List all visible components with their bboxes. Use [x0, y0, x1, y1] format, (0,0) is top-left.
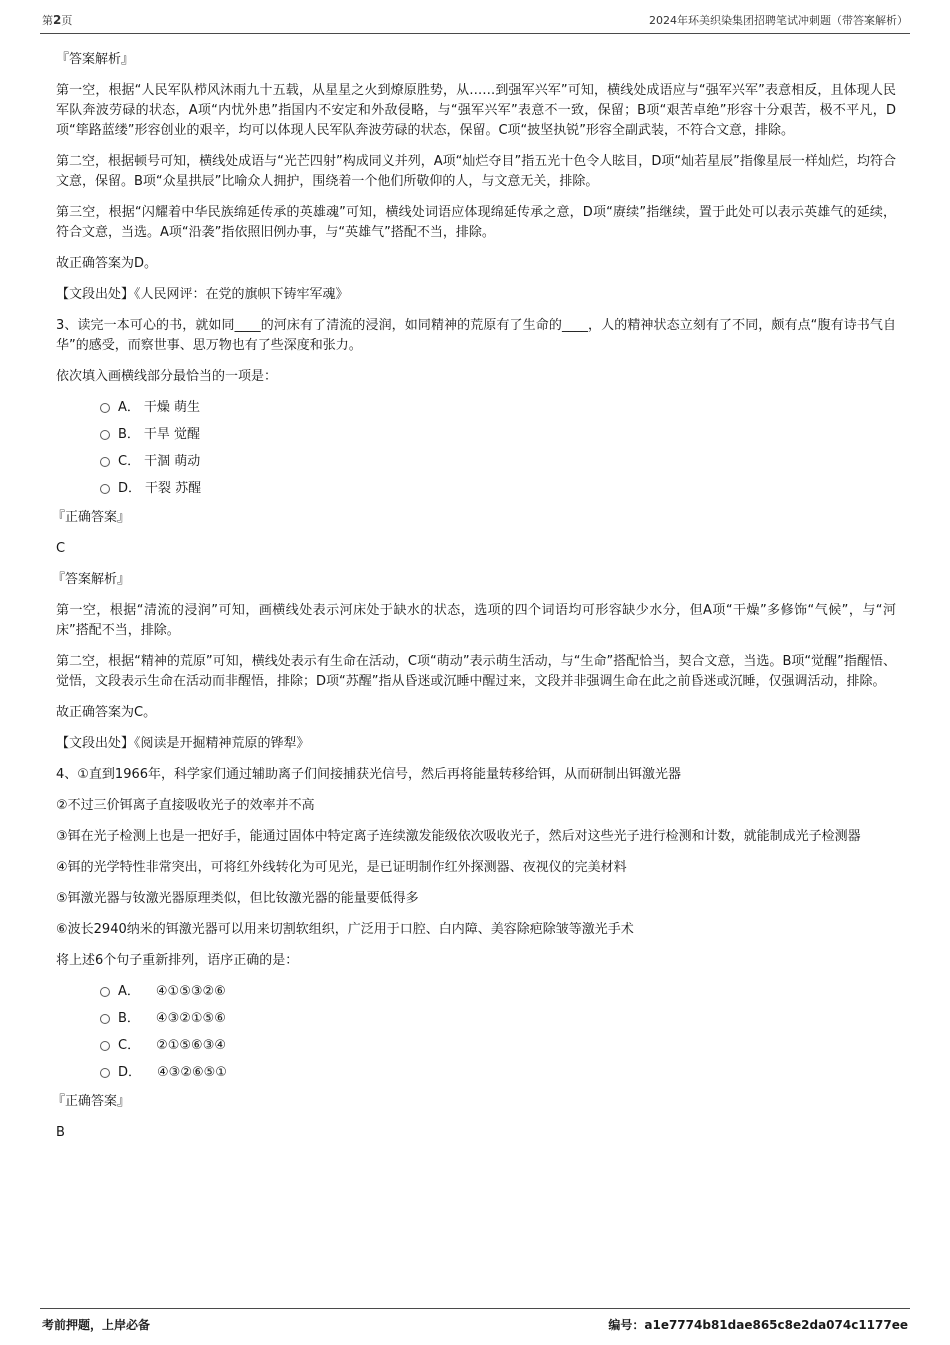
source-reference: 【文段出处】《阅读是开掘精神荒原的铧犁》 — [56, 736, 310, 751]
radio-icon[interactable] — [100, 987, 110, 997]
option-letter: A． — [118, 984, 140, 999]
analysis-paragraph: 第一空，根据“人民军队栉风沐雨九十五载，从星星之火到燎原胜势，从……到强军兴军”可知，横线处成语应与“强军兴军”表意相反，且体现人民军队奔波劳碌的状态，A项“内忧外患”指国内不安定和外敌侵略，与“强军兴军”表意不一致，保留；B项“艰苦卓绝”形容十分艰苦，极不平凡，D项“筚路蓝缕”形容创业的艰辛，均可以体现人民军队奔波劳碌的状态，保留。C项“披坚执锐”形容全副武装，不符合文意，排除。 — [56, 83, 896, 138]
analysis-paragraph: 第一空，根据“清流的浸润”可知，画横线处表示河床处于缺水的状态，选项的四个词语均可形容缺少水分，但A项“干燥”多修饰“气候”，与“河床”搭配不当，排除。 — [56, 603, 896, 638]
analysis-heading: 『答案解析』 — [56, 52, 135, 67]
option-d[interactable] — [100, 1063, 896, 1082]
question-3 — [52, 316, 896, 754]
question-stem: 3、读完一本可心的书，就如同____的河床有了清流的浸润，如同精神的荒原有了生命的____，人的精神状态立刻有了不同，颇有点“腹有诗书气自华”的感受，而察世事、思万物也有了些深度和张力。 — [56, 318, 896, 353]
question-sentence: ③铒在光子检测上也是一把好手，能通过固体中特定离子连续激发能级依次吸收光子，然后对这些光子进行检测和计数，就能制成光子检测器 — [56, 829, 861, 844]
option-letter: C． — [118, 1038, 141, 1053]
option-d[interactable] — [100, 479, 896, 498]
option-letter: D． — [118, 481, 142, 496]
conclusion: 故正确答案为C。 — [56, 705, 157, 720]
radio-icon[interactable] — [100, 1068, 110, 1078]
page-header — [40, 0, 910, 34]
option-letter: C． — [118, 454, 141, 469]
question-sentence: ⑥波长2940纳米的铒激光器可以用来切割软组织，广泛用于口腔、白内障、美容除疤除皱等激光手术 — [56, 922, 634, 937]
footer-slogan: 考前押题，上岸必备 — [42, 1318, 151, 1332]
option-letter: D． — [118, 1065, 142, 1080]
option-a[interactable] — [100, 982, 896, 1001]
question-sentence: 4、①直到1966年，科学家们通过辅助离子们间接捕获光信号，然后再将能量转移给铒，从而研制出铒激光器 — [56, 767, 682, 782]
page-footer — [40, 1308, 910, 1345]
question-sentence: ②不过三价铒离子直接吸收光子的效率并不高 — [56, 798, 315, 813]
answer-value: C — [56, 541, 66, 556]
question-prompt: 将上述6个句子重新排列，语序正确的是： — [56, 953, 299, 968]
serial-code: a1e7774b81dae865c8e2da074c1177ee — [644, 1318, 908, 1332]
analysis-paragraph: 第二空，根据顿号可知，横线处成语与“光芒四射”构成同义并列，A项“灿烂夺目”指五光十色令人眩目，D项“灿若星辰”指像星辰一样灿烂，均符合文意，保留。B项“众星拱辰”比喻众人拥护，围绕着一个他们所敬仰的人，与文意无关，排除。 — [56, 154, 896, 189]
page-content — [40, 34, 910, 1154]
question3-options — [56, 398, 896, 498]
answer-heading: 『正确答案』 — [52, 1094, 131, 1109]
option-text: 干裂 苏醒 — [145, 481, 202, 496]
radio-icon[interactable] — [100, 484, 110, 494]
question-4 — [52, 765, 896, 1143]
question-sentence: ④铒的光学特性非常突出，可将红外线转化为可见光，是已证明制作红外探测器、夜视仪的完美材料 — [56, 860, 627, 875]
conclusion: 故正确答案为D。 — [56, 256, 158, 271]
option-c[interactable] — [100, 1036, 896, 1055]
analysis-paragraph: 第三空，根据“闪耀着中华民族绵延传承的英雄魂”可知，横线处词语应体现绵延传承之意，D项“赓续”指继续，置于此处可以表示英雄气的延续，符合文意，当选。A项“沿袭”指依照旧例办事，与“英雄气”搭配不当，排除。 — [56, 205, 896, 240]
source-reference: 【文段出处】《人民网评：在党的旗帜下铸牢军魂》 — [56, 287, 349, 302]
analysis-heading: 『答案解析』 — [52, 572, 131, 587]
option-a[interactable] — [100, 398, 896, 417]
option-text: ④①⑤③②⑥ — [155, 984, 226, 999]
option-letter: A． — [118, 400, 140, 415]
radio-icon[interactable] — [100, 430, 110, 440]
option-text: ②①⑤⑥③④ — [156, 1038, 227, 1053]
page-number: 第2页 — [42, 13, 73, 27]
option-letter: B． — [118, 1011, 140, 1026]
option-c[interactable] — [100, 452, 896, 471]
radio-icon[interactable] — [100, 403, 110, 413]
question4-options — [56, 982, 896, 1082]
question-sentence: ⑤铒激光器与钕激光器原理类似，但比钕激光器的能量要低得多 — [56, 891, 419, 906]
option-b[interactable] — [100, 425, 896, 444]
analysis-paragraph: 第二空，根据“精神的荒原”可知，横线处表示有生命在活动，C项“萌动”表示萌生活动，与“生命”搭配恰当，契合文意，当选。B项“觉醒”指醒悟、觉悟，文段表示生命在活动而非醒悟，排除；D项“苏醒”指从昏迷或沉睡中醒过来，文段并非强调生命在此之前昏迷或沉睡，仅强调活动，排除。 — [56, 654, 896, 689]
radio-icon[interactable] — [100, 1014, 110, 1024]
option-text: ④③②①⑤⑥ — [155, 1011, 226, 1026]
answer-value: B — [56, 1125, 65, 1140]
option-text: 干涸 萌动 — [144, 454, 201, 469]
radio-icon[interactable] — [100, 457, 110, 467]
option-b[interactable] — [100, 1009, 896, 1028]
option-text: ④③②⑥⑤① — [157, 1065, 227, 1080]
radio-icon[interactable] — [100, 1041, 110, 1051]
question-prompt: 依次填入画横线部分最恰当的一项是： — [56, 369, 278, 384]
option-text: 干燥 萌生 — [143, 400, 201, 415]
option-letter: B． — [118, 427, 140, 442]
option-text: 干旱 觉醒 — [143, 427, 201, 442]
answer-heading: 『正确答案』 — [52, 510, 131, 525]
footer-serial: 编号：a1e7774b81dae865c8e2da074c1177ee — [608, 1318, 908, 1332]
document-title: 2024年环美织染集团招聘笔试冲刺题（带答案解析） — [649, 14, 908, 27]
